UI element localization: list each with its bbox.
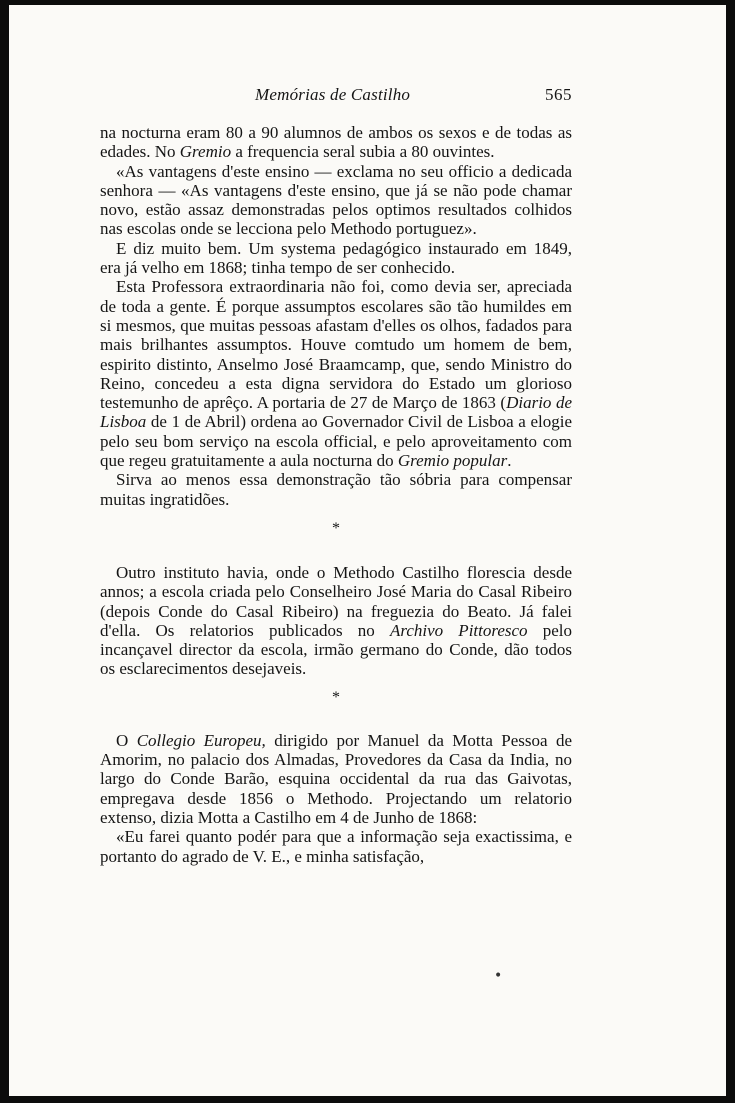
paragraph-5: Sirva ao menos essa demonstração tão sóbria para compensar muitas ingratidões. <box>100 470 572 509</box>
stray-ink-dot: • <box>494 968 503 984</box>
paragraph-2: «As vantagens d'este ensino — exclama no seu officio a dedicada senhora — «As vantagens d'este ensino, que já se não pode chamar novo, estão assaz demonstradas pelos optimos resultados colhidos nas escolas onde se lecciona pelo Methodo portuguez». <box>100 161 572 239</box>
paragraph-1: na nocturna eram 80 a 90 alumnos de ambos os sexos e de todas as edades. No Gremio a frequencia seral subia a 80 ouvintes. <box>100 123 572 162</box>
paragraph-4: Esta Professora extraordinaria não foi, como devia ser, apreciada de toda a gente. É porque assumptos escolares são tão humildes em si mesmos, que muitas pessoas afastam d'elles os olhos, fadados para mais brilhantes assumptos. Houve comtudo um homem de bem, espirito distinto, Anselmo José Braamcamp, que, sendo Ministro do Reino, concedeu a esta digna servidora do Estado um glorioso testemunho de aprêço. A portaria de 27 de Março de 1863 (Diario de Lisboa de 1 de Abril) ordena ao Governador Civil de Lisboa a elogie pelo seu bom serviço na escola official, e pelo aproveitamento com que regeu gratuitamente a aula nocturna do Gremio popular. <box>100 277 572 471</box>
paragraph-8: «Eu farei quanto podér para que a informação seja exactissima, e portanto do agrado de V. E., e minha satisfação, <box>100 827 572 866</box>
paragraph-7: O Collegio Europeu, dirigido por Manuel da Motta Pessoa de Amorim, no palacio dos Almadas, Provedores da Casa da India, no largo do Conde Barão, esquina occidental da rua das Gaivotas, empregava desde 1856 o Methodo. Projectando um relatorio extenso, dizia Motta a Castilho em 4 de Junho de 1868: <box>100 730 573 827</box>
paragraph-3: E diz muito bem. Um systema pedagógico instaurado em 1849, era já velho em 1868; tinha tempo de ser conhecido. <box>100 238 572 278</box>
running-title: Memórias de Castilho <box>255 85 411 104</box>
paragraph-6: Outro instituto havia, onde o Methodo Castilho florescia desde annos; a escola criada pelo Conselheiro José Maria do Casal Ribeiro (depois Conde do Casal Ribeiro) na freguezia do Beato. Já falei d'ella. Os relatorios publicados no Archivo Pittoresco pelo incançavel director da escola, irmão germano do Conde, dão todos os esclarecimentos desejaveis. <box>100 562 573 679</box>
section-separator-2: * <box>332 688 340 706</box>
book-page <box>100 80 572 866</box>
running-header <box>100 80 572 104</box>
section-separator-1: * <box>332 519 340 537</box>
page-number: 565 <box>545 85 572 104</box>
